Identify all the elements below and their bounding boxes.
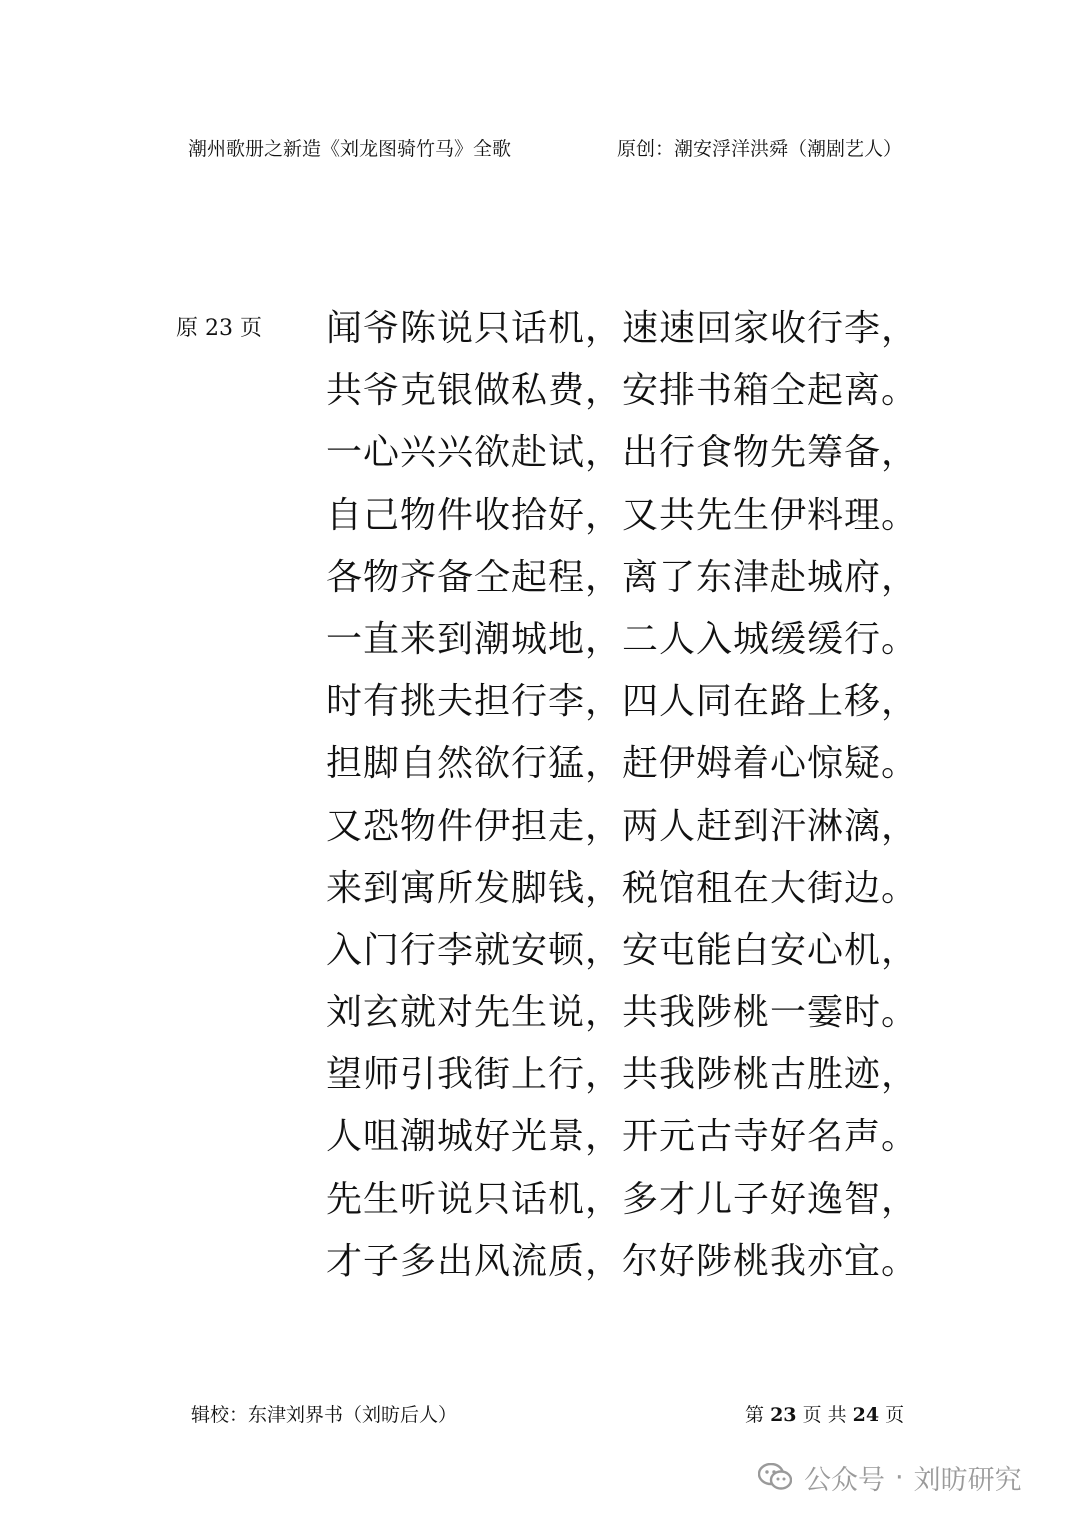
footer-editor: 辑校：东津刘界书（刘昉后人）	[191, 1404, 458, 1426]
page-number-current: 23	[770, 1404, 797, 1426]
verse-line: 一直来到潮城地，二人入城缓缓行。	[326, 618, 919, 660]
verse-line: 又恐物件伊担走，两人赶到汗淋漓，	[326, 805, 919, 847]
verse-line: 时有挑夫担行李，四人同在路上移，	[326, 681, 919, 723]
verse-line: 才子多出风流质，尔好陟桃我亦宜。	[326, 1240, 919, 1282]
watermark-separator: ·	[895, 1461, 904, 1493]
verse-line: 自己物件收拾好，又共先生伊料理。	[326, 494, 919, 536]
page-number-total: 24	[852, 1404, 880, 1426]
watermark-account-type: 公众号	[804, 1464, 885, 1496]
verse-line: 一心兴兴欲赴试，出行食物先筹备，	[326, 432, 919, 474]
verse-line: 人咀潮城好光景，开元古寺好名声。	[326, 1116, 919, 1158]
verse-line: 各物齐备仝起程，离了东津赴城府，	[326, 556, 919, 598]
original-page-reference: 原 23 页	[176, 316, 262, 341]
wechat-icon	[758, 1463, 792, 1491]
verse-line: 先生听说只话机，多才儿子好逸智，	[326, 1178, 919, 1220]
header-author: 原创：潮安浮洋洪舜（潮剧艺人）	[617, 138, 903, 160]
verse-line: 入门行李就安顿，安屯能白安心机，	[326, 929, 919, 971]
page-header	[0, 134, 1080, 164]
verse-line: 闻爷陈说只话机，速速回家收行李，	[326, 308, 919, 349]
verse-line: 担脚自然欲行猛，赶伊姆着心惊疑。	[326, 743, 919, 785]
wechat-watermark	[758, 1457, 1022, 1497]
page-number-middle: 页 共	[802, 1404, 847, 1426]
header-title: 潮州歌册之新造《刘龙图骑竹马》全歌	[188, 138, 512, 160]
page-number-suffix: 页	[885, 1404, 905, 1426]
verse-line: 刘玄就对先生说，共我陟桃一霎时。	[326, 992, 919, 1034]
page-number	[745, 1400, 904, 1430]
watermark-account-name: 刘昉研究	[913, 1464, 1022, 1496]
verse-line: 望师引我街上行，共我陟桃古胜迹，	[326, 1054, 919, 1096]
verse-line: 共爷克银做私费，安排书箱仝起离。	[326, 370, 919, 412]
verse-line: 来到寓所发脚钱，税馆租在大街边。	[326, 867, 919, 909]
page-number-prefix: 第	[745, 1404, 765, 1426]
page-footer	[0, 1400, 1080, 1430]
verse-block	[326, 298, 926, 1293]
